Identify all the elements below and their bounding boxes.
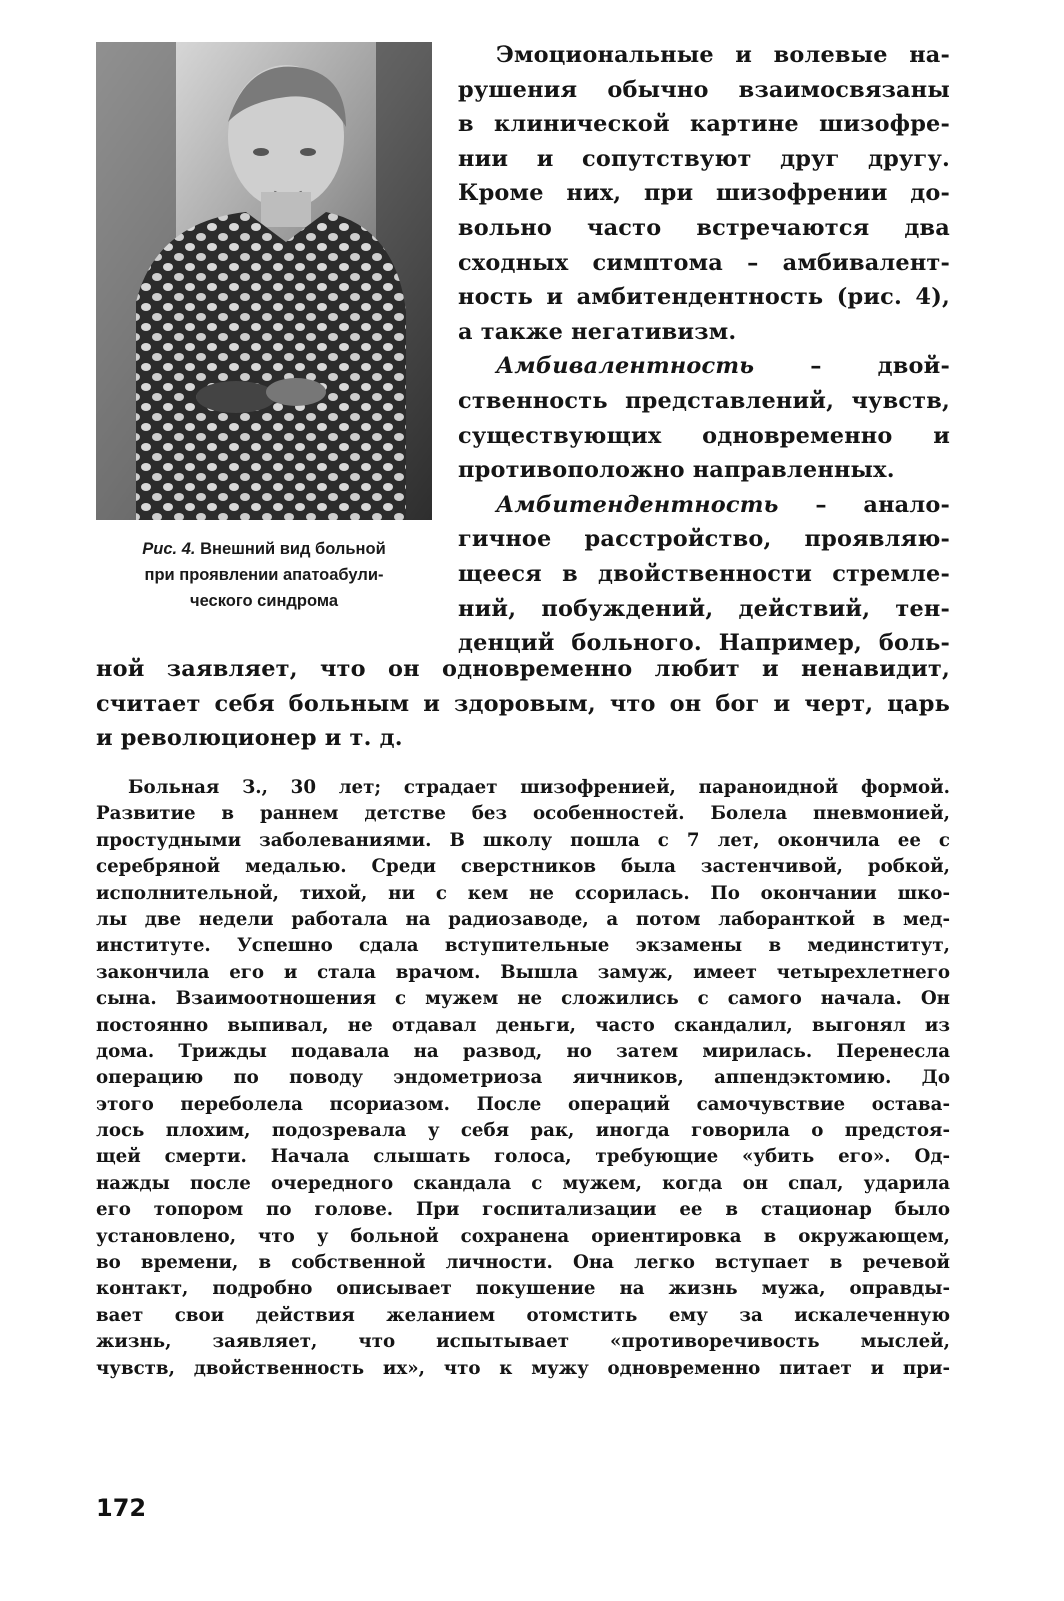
case-line: этого переболела псориазом. После операций самочувствие остава-	[96, 1093, 950, 1115]
full-width-text	[96, 652, 950, 756]
paragraph-line: Эмоциональные и волевые на-	[496, 42, 950, 68]
case-line: во времени, в собственной личности. Она легко вступает в речевой	[96, 1252, 950, 1274]
case-line: контакт, подробно описывает покушение на жизнь мужа, оправды-	[96, 1278, 950, 1300]
caption-line-3: ческого синдрома	[189, 592, 339, 610]
case-line: его топором по голове. При госпитализации ее в стационар было	[96, 1199, 950, 1221]
case-line: серебряной медалью. Среди сверстников была застенчивой, робкой,	[96, 856, 950, 878]
paragraph-line: существующих одновременно и	[458, 422, 950, 449]
case-line: нажды после очередного скандала с мужем, когда он спал, ударила	[96, 1172, 950, 1194]
paragraph-line: сходных симптома – амбивалент-	[458, 249, 950, 276]
figure-caption	[96, 536, 432, 614]
case-line: установлено, что у больной сохранена ориентировка в окружающем,	[96, 1225, 950, 1247]
case-line: лы две недели работала на радиозаводе, а потом лаборанткой в мед-	[96, 908, 950, 930]
patient-photo-illustration	[96, 42, 432, 520]
caption-line-2: при проявлении апатоабули-	[144, 566, 384, 584]
paragraph-line: считает себя больным и здоровым, что он бог и черт, царь	[96, 690, 950, 717]
case-line: вает свои действия желанием отомстить ему за искалеченную	[96, 1304, 950, 1326]
case-line: институте. Успешно сдала вступительные экзамены в мединститут,	[96, 935, 950, 957]
definition-dash: – анало-	[815, 491, 951, 518]
caption-text-1: Внешний вид больной	[200, 540, 386, 558]
case-line: простудными заболеваниями. В школу пошла с 7 лет, окончила ее с	[96, 829, 950, 851]
case-line: Развитие в раннем детстве без особенностей. Болела пневмонией,	[96, 803, 950, 825]
paragraph-line: и революционер и т. д.	[96, 725, 403, 752]
definition-dash: – двой-	[810, 353, 950, 380]
paragraph-line: а также негативизм.	[458, 318, 737, 345]
caption-line-1	[96, 536, 432, 562]
case-line: Больная З., 30 лет; страдает шизофренией, параноидной формой.	[128, 777, 950, 798]
paragraph-line: противоположно направленных.	[458, 457, 895, 484]
paragraph-line: ность и амбитендентность (рис. 4),	[458, 284, 950, 311]
case-line: жизнь, заявляет, что испытывает «противоречивость мыслей,	[96, 1331, 950, 1353]
case-description	[96, 775, 950, 1382]
ambitendency-definition-line	[458, 488, 950, 523]
paragraph-line: рушения обычно взаимосвязаны	[458, 76, 950, 103]
paragraph-line: ний, побуждений, действий, тен-	[458, 595, 950, 622]
figure-label: Рис. 4.	[142, 540, 196, 558]
paragraph-line: Кроме них, при шизофрении до-	[458, 180, 950, 207]
case-line: чувств, двойственность их», что к мужу одновременно питает и при-	[96, 1357, 950, 1379]
case-line: щей смерти. Начала слышать голоса, требующие «убить его». Од-	[96, 1146, 950, 1168]
paragraph-line: щееся в двойственности стремле-	[458, 560, 950, 587]
paragraph-line: ной заявляет, что он одновременно любит и ненавидит,	[96, 656, 950, 682]
case-line: постоянно выпивал, не отдавал деньги, часто скандалил, выгонял из	[96, 1014, 950, 1036]
page-number: 172	[96, 1494, 147, 1522]
paragraph-line: гичное расстройство, проявляю-	[458, 526, 950, 553]
ambivalence-definition-line	[458, 349, 950, 384]
figure-photo	[96, 42, 432, 520]
paragraph-line: в клинической картине шизофре-	[458, 111, 950, 138]
paragraph-line: ственность представлений, чувств,	[458, 387, 950, 414]
term-ambitendency: Амбитендентность	[496, 491, 779, 518]
paragraph-line: вольно часто встречаются два	[458, 214, 950, 241]
case-line: лось плохим, подозревала у себя рак, иногда говорила о предстоя-	[96, 1120, 950, 1142]
case-line: исполнительной, тихой, ни с кем не ссорилась. По окончании шко-	[96, 882, 950, 904]
paragraph-line: денций больного. Например, боль-	[458, 630, 950, 657]
paragraph-line: нии и сопутствуют друг другу.	[458, 145, 950, 172]
term-ambivalence: Амбивалентность	[496, 353, 755, 380]
case-line: сына. Взаимоотношения с мужем не сложились с самого начала. Он	[96, 988, 950, 1010]
right-column-text	[458, 38, 950, 661]
case-line: дома. Трижды подавала на развод, но затем мирилась. Перенесла	[96, 1040, 950, 1062]
case-line: закончила его и стала врачом. Вышла замуж, имеет четырехлетнего	[96, 961, 950, 983]
case-line: операцию по поводу эндометриоза яичников, аппендэктомию. До	[96, 1067, 950, 1089]
